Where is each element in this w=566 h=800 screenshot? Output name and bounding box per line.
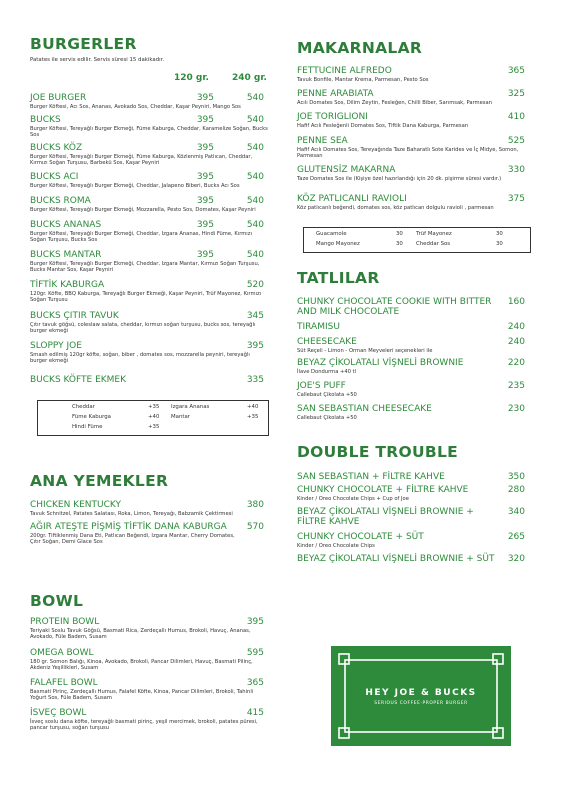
menu-item	[297, 89, 530, 106]
menu-item-name: BUCKS MANTAR	[30, 250, 102, 260]
menu-item-price: 325	[507, 89, 525, 99]
menu-item-desc: Basmati Pirinç, Zerdeçallı Humus, Falafel Köfte, Kinoa, Pancar Dilimleri, Brokoli, Tahinli Yoğurt Sos, Füle Badem, Susam	[30, 689, 254, 702]
menu-item	[297, 322, 530, 332]
menu-item	[30, 341, 270, 365]
menu-item-price: 220	[507, 358, 525, 368]
menu-item-desc: Taze Domates Sos ile (Kişiye özel hazırlandığı için 20 dk. pişirme süresi vardır.)	[297, 176, 502, 182]
menu-item	[30, 375, 270, 385]
extra-price: 30	[496, 241, 503, 247]
menu-item-name: İSVEÇ BOWL	[30, 708, 87, 718]
menu-item-price: 595	[246, 648, 264, 658]
menu-item	[30, 115, 270, 139]
menu-item-price: 415	[246, 708, 264, 718]
menu-item-price-240: 345	[246, 311, 264, 321]
burger-extras-box	[37, 400, 269, 436]
brand-logo	[331, 646, 511, 746]
menu-item-name: BUCKS ACI	[30, 172, 79, 182]
menu-item-price-240: 540	[246, 172, 264, 182]
menu-item-price: 525	[507, 136, 525, 146]
menu-item-desc: İlave Dondurma +40 tl	[297, 369, 357, 375]
menu-item-price: 365	[507, 66, 525, 76]
menu-item-desc: Kinder / Oreo Chocolate Chips + Cup of Joe	[297, 496, 409, 502]
logo-tagline: SERIOUS COFFEE·PROPER BURGER	[374, 701, 468, 706]
extra-name: Trüf Mayonez	[416, 231, 452, 237]
menu-item-name: CHUNKY CHOCOLATE + FİLTRE KAHVE	[297, 485, 469, 495]
menu-item-price: 265	[507, 532, 525, 542]
menu-item-name: FALAFEL BOWL	[30, 678, 98, 688]
extra-price: 30	[396, 241, 403, 247]
menu-item	[30, 522, 270, 546]
menu-item-price-120: 395	[196, 172, 214, 182]
menu-item	[297, 532, 530, 549]
menu-item-price: 330	[507, 165, 525, 175]
ana-yemekler-title: ANA YEMEKLER	[30, 472, 169, 490]
extra-name: Cheddar Sos	[416, 241, 451, 247]
menu-item-name: SLOPPY JOE	[30, 341, 82, 351]
menu-item-desc: Burger Köftesi, Tereyağlı Burger Ekmeği, Cheddar, Izgara Mantar, Kırmızı Soğan Turşusu, Bucks Mantar Sos, Kaşar Peyniri	[30, 261, 260, 274]
menu-item-name: TİFTİK KABURGA	[30, 280, 105, 290]
menu-item-desc: 120gr. Köfte, BBQ Kaburga, Tereyağlı Burger Ekmeği, Kaşar Peyniri, Trüf Mayonez, Kırmızı Soğan Turşusu	[30, 291, 262, 304]
menu-item-price-120: 395	[196, 115, 214, 125]
menu-item-name: JOE'S PUFF	[297, 381, 346, 391]
menu-item	[297, 554, 530, 564]
menu-item-desc: Hafif Acılı Fesleğenli Domates Sos, Tiftik Dana Kaburga, Parmesan	[297, 123, 469, 129]
menu-item	[30, 708, 270, 732]
tatlilar-title: TATLILAR	[297, 269, 380, 287]
menu-item-name: JOE BURGER	[30, 93, 87, 103]
burgerler-title: BURGERLER	[30, 35, 137, 53]
menu-item	[297, 66, 530, 83]
menu-item-price-240: 540	[246, 196, 264, 206]
menu-item-price: 365	[246, 678, 264, 688]
menu-item-name: PENNE ARABIATA	[297, 89, 374, 99]
bowl-title: BOWL	[30, 592, 84, 610]
menu-item	[30, 196, 270, 213]
menu-item-name: SAN SEBASTIAN CHEESECAKE	[297, 404, 432, 414]
menu-item-desc: Burger Köftesi, Tereyağlı Burger Ekmeği, Füme Kaburga, Cheddar, Karamelize Soğan, Bucks Sos	[30, 126, 268, 139]
menu-item-name: BUCKS KÖFTE EKMEK	[30, 375, 127, 385]
menu-item-price: 570	[246, 522, 264, 532]
menu-item-name: BEYAZ ÇİKOLATALI VİŞNELİ BROWNIE	[297, 358, 464, 368]
menu-item-name: BUCKS KÖZ	[30, 143, 83, 153]
menu-item-name: GLUTENSİZ MAKARNA	[297, 165, 396, 175]
menu-item	[297, 404, 530, 421]
menu-item-desc: Kinder / Oreo Chocolate Chips	[297, 543, 375, 549]
double-trouble-title: DOUBLE TROUBLE	[297, 443, 459, 461]
extra-name: Mango Mayonez	[316, 241, 360, 247]
menu-item-price-240: 540	[246, 115, 264, 125]
menu-item-price: 340	[507, 507, 525, 517]
menu-item-desc: Hafif Acılı Domates Sos, Tereyağında Taze Baharatlı Sote Karides ve İç Midye, Somon, Parmesan	[297, 147, 519, 160]
extra-name: Cheddar	[72, 404, 95, 410]
menu-item-name: TIRAMISU	[297, 322, 340, 332]
makarnalar-title: MAKARNALAR	[297, 39, 423, 57]
menu-item	[297, 112, 530, 129]
menu-item-price-240: 540	[246, 143, 264, 153]
menu-item-desc: Köz patlıcanlı beğendi, domates sos, köz patlıcan dolgulu ravioli , parmesan	[297, 205, 494, 211]
menu-item-desc: İsveç soslu dana köfte, tereyağlı basmati pirinç, yeşil mercimek, brokoli, patates püresi, pancar turşusu, soğan turşusu	[30, 719, 258, 732]
menu-item	[297, 381, 530, 398]
menu-item	[297, 165, 530, 182]
menu-item-name: BUCKS ROMA	[30, 196, 91, 206]
menu-item-desc: Burger Köftesi, Acı Sos, Ananas, Avokado Sos, Cheddar, Kaşar Peyniri, Mango Sos	[30, 104, 241, 110]
makarna-extras-box	[303, 227, 531, 253]
menu-item-name: BUCKS ÇITIR TAVUK	[30, 311, 119, 321]
extra-name: Mantar	[171, 414, 191, 420]
logo-name: HEY JOE & BUCKS	[365, 688, 477, 698]
menu-item-desc: Smash edilmiş 120gr köfte, soğan, biber , domates sos, mozzarella peyniri, tereyağlı burger ekmeği	[30, 352, 250, 365]
menu-item-price: 280	[507, 485, 525, 495]
menu-item-desc: Süt Reçeli - Limon - Orman Meyveleri seçenekleri ile	[297, 348, 433, 354]
menu-item	[30, 250, 270, 274]
menu-item-desc: Tavuk Schnitzel, Patates Salatası, Roka, Limon, Tereyağı, Babzamik Çektirmesi	[30, 511, 233, 517]
menu-item-price: 350	[507, 472, 525, 482]
menu-item	[297, 485, 530, 502]
menu-item-desc: Burger Köftesi, Tereyağlı Burger Ekmeği, Cheddar, Jalapeno Biberi, Bucks Acı Sos	[30, 183, 240, 189]
menu-item-name: JOE TORIGLIONI	[297, 112, 368, 122]
menu-item-name: BEYAZ ÇİKOLATALI VİŞNELİ BROWNIE + SÜT	[297, 554, 495, 564]
menu-item	[30, 311, 270, 335]
menu-item	[297, 358, 530, 375]
menu-item-price-120: 395	[196, 143, 214, 153]
menu-item	[297, 136, 530, 160]
menu-item-price: 320	[507, 554, 525, 564]
menu-item-desc: 180 gr. Somon Balığı, Kinoa, Avokado, Brokoli, Pancar Dilimleri, Havuç, Basmati Pilinç, Akdeniz Yeşillikleri, Susam	[30, 659, 253, 672]
menu-item	[297, 507, 530, 527]
menu-item-name: PENNE SEA	[297, 136, 348, 146]
menu-item-price: 395	[246, 617, 264, 627]
menu-item-name: KÖZ PATLICANLI RAVIOLI	[297, 194, 407, 204]
extra-price: +40	[247, 404, 259, 410]
menu-item-name: PROTEIN BOWL	[30, 617, 100, 627]
menu-item-name: FETTUCINE ALFREDO	[297, 66, 392, 76]
menu-item-name: CHEESECAKE	[297, 337, 357, 347]
menu-item-price-240: 540	[246, 93, 264, 103]
menu-item-desc: Burger Köftesi, Tereyağlı Burger Ekmeği, Mozzarella, Pesto Sos, Domates, Kaşar Peyniri	[30, 207, 256, 213]
menu-item	[297, 472, 530, 482]
menu-item-price-120: 395	[196, 250, 214, 260]
burgerler-note: Patates ile servis edilir. Servis süresi 15 dakikadır.	[30, 57, 165, 63]
extra-price: 30	[396, 231, 403, 237]
menu-item-desc: 200gr. Tiftiklenmiş Dana Eti, Patlıcan Beğendi, Izgara Mantar, Cherry Domates, Çıtır Soğan, Demi Glace Sos	[30, 533, 235, 546]
extra-name: Füme Kaburga	[72, 414, 111, 420]
menu-item-name: OMEGA BOWL	[30, 648, 94, 658]
menu-item-price-240: 395	[246, 341, 264, 351]
menu-item	[30, 648, 270, 672]
menu-item	[30, 143, 270, 167]
menu-item-price-240: 540	[246, 250, 264, 260]
menu-item-desc: Burger Köftesi, Tereyağlı Burger Ekmeği, Füme Kaburga, Közlenmiş Patlıcan, Cheddar, Kırmızı Soğan Turşusu, Barbekü Sos, Kaşar Peyniri	[30, 154, 253, 167]
menu-item-price: 240	[507, 337, 525, 347]
menu-item-desc: Acılı Domates Sos, Dilim Zeytin, Fesleğen, Chilli Biber, Sarımsak, Parmesan	[297, 100, 492, 106]
menu-item-price-120: 395	[196, 196, 214, 206]
burgerler-col2-header: 240 gr.	[232, 73, 267, 83]
menu-item-price-240: 335	[246, 375, 264, 385]
menu-item-price-120: 395	[196, 93, 214, 103]
menu-item-name: SAN SEBASTIAN + FİLTRE KAHVE	[297, 472, 445, 482]
menu-item-price-240: 540	[246, 220, 264, 230]
menu-item	[297, 337, 530, 354]
menu-item-price: 230	[507, 404, 525, 414]
menu-item-price: 410	[507, 112, 525, 122]
extra-price: +35	[148, 424, 160, 430]
menu-item-desc: Burger Köftesi, Tereyağlı Burger Ekmeği, Cheddar, Izgara Ananas, Hindi Füme, Kırmızı Soğan Turşusu, Bucks Sos	[30, 231, 252, 244]
menu-item	[30, 280, 270, 304]
menu-item-name: CHUNKY CHOCOLATE COOKIE WITH BITTER AND MILK CHOCOLATE	[297, 297, 492, 317]
menu-item-price-120: 395	[196, 220, 214, 230]
extra-price: +35	[247, 414, 259, 420]
menu-item	[30, 172, 270, 189]
menu-item-price: 160	[507, 297, 525, 307]
menu-item-price: 380	[246, 500, 264, 510]
extra-price: +35	[148, 404, 160, 410]
menu-item-desc: Çıtır tavuk göğsü, coleslaw salata, cheddar, kırmızı soğan turşusu, bucks sos, tereyağlı burger ekmeği	[30, 322, 256, 335]
menu-item-desc: Tavuk Bonfile, Mantar Krema, Parmesan, Pesto Sos	[297, 77, 429, 83]
menu-item	[30, 617, 270, 641]
menu-item-price-240: 520	[246, 280, 264, 290]
menu-item-price: 375	[507, 194, 525, 204]
menu-item-name: BEYAZ ÇİKOLATALI VİŞNELİ BROWNIE + FİLTRE KAHVE	[297, 507, 474, 527]
extra-name: Izgara Ananas	[171, 404, 210, 410]
menu-item-name: BUCKS	[30, 115, 61, 125]
extra-price: +40	[148, 414, 160, 420]
menu-item-price: 240	[507, 322, 525, 332]
menu-item-name: BUCKS ANANAS	[30, 220, 102, 230]
extra-name: Guacamole	[316, 231, 347, 237]
extra-price: 30	[496, 231, 503, 237]
menu-item	[297, 194, 530, 211]
menu-item	[30, 500, 270, 517]
menu-item-price: 235	[507, 381, 525, 391]
extra-name: Hindi Füme	[72, 424, 103, 430]
burgerler-col1-header: 120 gr.	[174, 73, 209, 83]
menu-item-name: AĞIR ATEŞTE PİŞMİŞ TİFTİK DANA KABURGA	[30, 522, 227, 532]
menu-item-name: CHICKEN KENTUCKY	[30, 500, 121, 510]
menu-item	[30, 220, 270, 244]
menu-item	[30, 678, 270, 702]
menu-item	[297, 297, 530, 317]
menu-item-desc: Callebaut Çikolata +50	[297, 392, 357, 398]
menu-item-name: CHUNKY CHOCOLATE + SÜT	[297, 532, 424, 542]
menu-item	[30, 93, 270, 110]
menu-item-desc: Teriyaki Soslu Tavuk Göğsü, Basmati Rica, Zerdeçallı Humus, Brokoli, Havuç, Ananas, Avokado, Füle Badem, Susam	[30, 628, 251, 641]
menu-item-desc: Callebaut Çikolata +50	[297, 415, 357, 421]
